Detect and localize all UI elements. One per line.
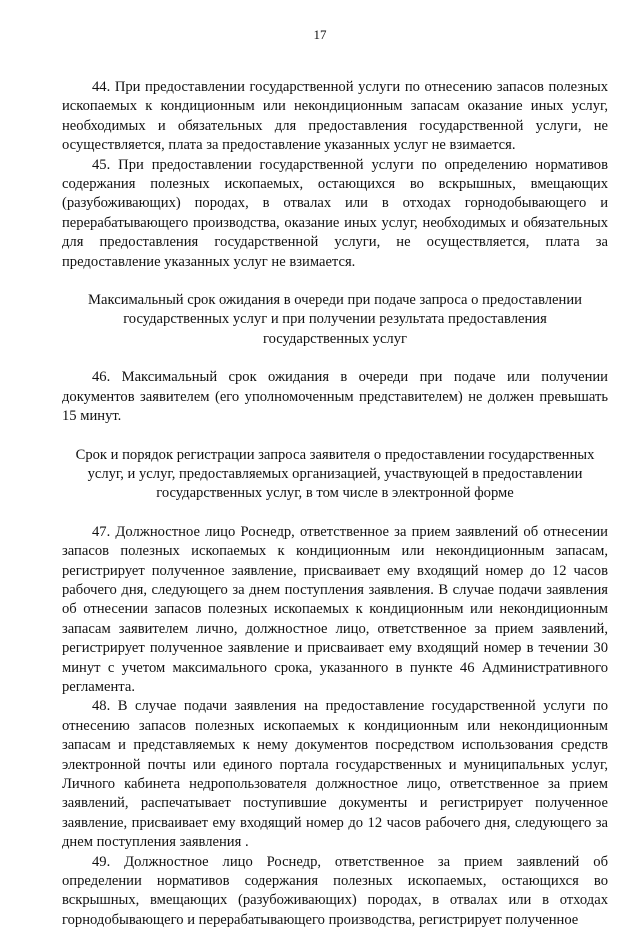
paragraph-49: 49. Должностное лицо Роснедр, ответственное за прием заявлений об определении нормативов содержания полезных ископаемых, остающихся во вскрышных, вмещающих (разубоживающих) породах, в отвалах или в отходах горнодобывающего и перерабатывающего производства, регистрирует полученное: [62, 853, 608, 928]
paragraph-47: 47. Должностное лицо Роснедр, ответственное за прием заявлений об отнесении запасов полезных ископаемых к кондиционным или некондиционным запасам, регистрирует полученное заявление, присваивает ему входящий номер до 12 часов рабочего дня, следующего за днем поступления заявления. В случае подачи заявления об отнесении запасов полезных ископаемых к кондиционным или некондиционным запасам заявителем лично, должностное лицо, ответственное за прием заявлений, регистрирует полученное заявление и присваивает ему входящий номер в течении 30 минут с учетом максимального срока, указанного в пункте 46 Административного регламента.: [62, 523, 608, 695]
section-heading-waiting-time: Максимальный срок ожидания в очереди при подаче запроса о предоставлении государственных услуг и при получении результата предоставления государственных услуг: [88, 292, 582, 347]
paragraph-48: 48. В случае подачи заявления на предоставление государственной услуги по отнесению запасов полезных ископаемых к кондиционным или некондиционным запасам и представляемых к нему документов посредством использования средств электронной почты или единого портала государственных и муниципальных услуг, Личного кабинета недропользователя должностное лицо, ответственное за прием заявлений, распечатывает поступившие документы и регистрирует полученное заявление, присваивает ему входящий номер до 12 часов рабочего дня, следующего за днем поступления заявления .: [62, 698, 608, 851]
paragraph-44: 44. При предоставлении государственной услуги по отнесению запасов полезных ископаемых к кондиционным или некондиционным запасам оказание иных услуг, необходимых и обязательных для предоставления государственной услуги, не осуществляется, плата за предоставление указанных услуг не взимается.: [62, 79, 608, 154]
section-heading-registration: Срок и порядок регистрации запроса заявителя о предоставлении государственных услуг, и услуг, предоставляемых организацией, участвующей в предоставлении государственных услуг, в том числе в электронной форме: [75, 446, 595, 502]
page-number: 17: [313, 27, 327, 42]
document-body: [62, 78, 608, 930]
paragraph-46: 46. Максимальный срок ожидания в очереди при подаче или получении документов заявителем (его уполномоченным представителем) не должен превышать 15 минут.: [62, 369, 608, 425]
paragraph-45: 45. При предоставлении государственной услуги по определению нормативов содержания полезных ископаемых, остающихся во вскрышных, вмещающих (разубоживающих) породах, в отвалах или в отходах горнодобывающего и перерабатывающего производства, оказание иных услуг, необходимых и обязательных для предоставления государственной услуги, не осуществляется, плата за предоставление указанных услуг не взимается.: [62, 156, 608, 270]
